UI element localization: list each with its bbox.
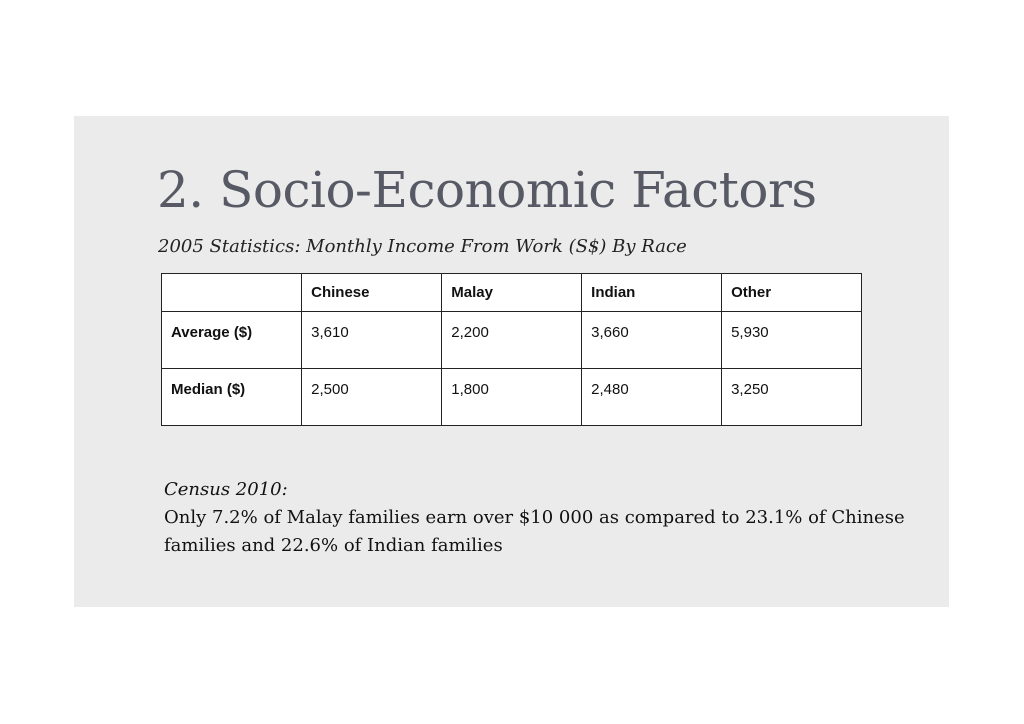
- header-cell-indian: Indian: [582, 274, 722, 312]
- census-note: [164, 476, 944, 560]
- table-row-average: [162, 312, 862, 369]
- cell-average-other: 5,930: [722, 312, 862, 369]
- cell-average-indian: 3,660: [582, 312, 722, 369]
- slide-title: 2. Socio-Economic Factors: [157, 161, 817, 219]
- header-cell-chinese: Chinese: [302, 274, 442, 312]
- table-row-median: [162, 369, 862, 426]
- cell-median-chinese: 2,500: [302, 369, 442, 426]
- header-cell-other: Other: [722, 274, 862, 312]
- income-table: [161, 273, 862, 426]
- row-label-median: Median ($): [162, 369, 302, 426]
- cell-median-malay: 1,800: [442, 369, 582, 426]
- header-cell-malay: Malay: [442, 274, 582, 312]
- slide-subtitle: 2005 Statistics: Monthly Income From Work (S$) By Race: [158, 236, 687, 257]
- table-header-row: [162, 274, 862, 312]
- cell-median-indian: 2,480: [582, 369, 722, 426]
- census-heading: Census 2010:: [164, 479, 288, 500]
- cell-average-chinese: 3,610: [302, 312, 442, 369]
- slide: [74, 116, 949, 607]
- row-label-average: Average ($): [162, 312, 302, 369]
- census-text: Only 7.2% of Malay families earn over $10 000 as compared to 23.1% of Chinese families and 22.6% of Indian families: [164, 507, 905, 556]
- cell-median-other: 3,250: [722, 369, 862, 426]
- header-cell-empty: [162, 274, 302, 312]
- cell-average-malay: 2,200: [442, 312, 582, 369]
